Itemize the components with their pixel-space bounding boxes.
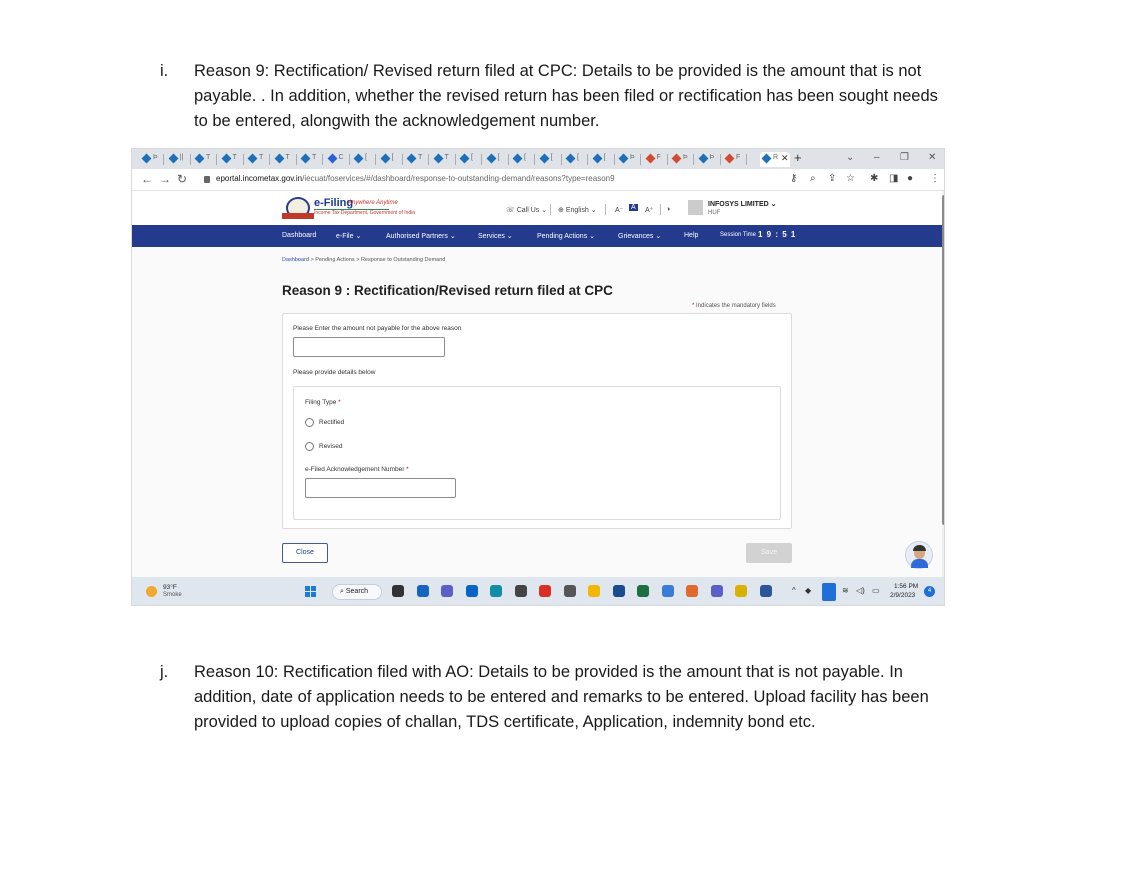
tab-label: T [259, 154, 264, 161]
outlook-icon[interactable] [466, 585, 478, 597]
tab-label: [ [524, 154, 526, 161]
browser-tab[interactable] [617, 152, 641, 167]
tab-favicon-icon [195, 154, 205, 164]
tab-favicon-icon [672, 154, 682, 164]
share-icon[interactable]: ⇪ [828, 173, 837, 184]
task-view-icon[interactable] [392, 585, 404, 597]
tab-label: Þ [683, 154, 688, 161]
tab-label: T [285, 154, 290, 161]
browser-tab[interactable] [723, 152, 747, 167]
browser-tab[interactable] [167, 152, 191, 167]
browser-tab[interactable] [273, 152, 297, 167]
radio-revised-label[interactable]: Revised [319, 443, 343, 450]
phone-icon: ☏ [506, 207, 517, 214]
radio-revised[interactable] [305, 442, 314, 451]
new-tab-button[interactable]: + [794, 150, 802, 165]
font-decrease-button[interactable]: A⁻ [615, 207, 624, 214]
paint-icon[interactable] [686, 585, 698, 597]
avatar[interactable] [688, 200, 703, 215]
tab-label: [ [577, 154, 579, 161]
weather-icon[interactable] [146, 586, 157, 597]
font-normal-button[interactable]: A [631, 204, 636, 211]
chrome-icon[interactable] [539, 585, 551, 597]
tab-favicon-icon [725, 154, 735, 164]
nav-pending-actions[interactable]: Pending Actions ⌄ [537, 233, 596, 240]
paragraph-text: Reason 9: Rectification/ Revised return filed at CPC: Details to be provided is the amount that is not payable. . In addition, whether the revised return has been filed or rectification has been sought needs to be entered, alongwith the acknowledgement number. [194, 62, 938, 130]
word-icon[interactable] [760, 585, 772, 597]
reload-icon[interactable]: ↻ [177, 172, 188, 186]
extensions-icon[interactable]: ✱ [870, 173, 879, 184]
sticky-notes-icon[interactable] [735, 585, 747, 597]
browser-tab[interactable] [511, 152, 535, 167]
mandatory-note: * Indicates the mandatory fields [692, 303, 776, 309]
tab-label: T [206, 154, 211, 161]
tab-label: [ [391, 154, 394, 161]
chevron-down-icon[interactable]: ⌄ [846, 152, 855, 163]
volume-icon[interactable]: ◁) [856, 586, 865, 595]
ack-number-input[interactable] [305, 478, 456, 498]
logo-tagline: Anywhere Anytime [348, 200, 398, 206]
search-icon: ⌕ [340, 588, 346, 595]
restore-icon[interactable]: ❐ [900, 152, 909, 163]
tab-favicon-icon [592, 154, 602, 164]
sidepanel-icon[interactable]: ◨ [889, 173, 899, 184]
browser-tab[interactable] [352, 152, 376, 167]
explorer-icon[interactable] [588, 585, 600, 597]
tab-favicon-icon [433, 154, 443, 164]
nav-grievances[interactable]: Grievances ⌄ [618, 233, 662, 240]
session-time-label: Session Time [720, 232, 757, 238]
tab-favicon-icon [221, 154, 231, 164]
tab-label: T [418, 154, 423, 161]
amount-input[interactable] [293, 337, 445, 357]
browser-tab[interactable] [405, 152, 429, 167]
nav-services[interactable]: Services ⌄ [478, 233, 513, 240]
zoom-icon[interactable]: ⌕ [810, 173, 816, 184]
app-icon[interactable] [613, 585, 625, 597]
tab-label: F [736, 154, 741, 161]
tab-favicon-icon [248, 154, 258, 164]
details-card [293, 386, 781, 520]
weather-condition: Smoke [163, 592, 182, 598]
tab-favicon-icon [354, 154, 364, 164]
tab-favicon-icon [619, 154, 629, 164]
microphone-icon[interactable] [822, 583, 836, 601]
user-role: HUF [708, 210, 721, 216]
browser-tab[interactable] [697, 152, 721, 167]
clock-time[interactable]: 1:56 PM [894, 583, 919, 590]
browser-tab[interactable] [326, 152, 350, 167]
globe-icon: ⊕ [558, 207, 566, 214]
browser-tab[interactable] [246, 152, 270, 167]
windows-taskbar [132, 577, 945, 606]
tab-favicon-icon [380, 154, 390, 164]
radio-rectified-label[interactable]: Rectified [319, 419, 345, 426]
tab-favicon-icon [645, 154, 655, 164]
minimize-icon[interactable]: – [874, 152, 880, 163]
save-button[interactable]: Save [746, 543, 792, 563]
list-marker: j. [160, 663, 169, 681]
shield-icon[interactable] [662, 585, 674, 597]
page-title: Reason 9 : Rectification/Revised return filed at CPC [282, 283, 613, 298]
star-icon[interactable]: ☆ [846, 173, 855, 184]
main-navigation [132, 225, 942, 247]
tab-favicon-icon [460, 154, 470, 164]
browser-tab-strip [132, 149, 945, 169]
amount-label: Please Enter the amount not payable for the above reason [293, 325, 462, 332]
tab-label: [ [497, 154, 500, 161]
tab-favicon-icon [301, 154, 311, 164]
taskbar-search[interactable]: ⌕ Search [332, 584, 382, 600]
lock-icon [204, 176, 210, 183]
filing-type-label: Filing Type * [305, 399, 341, 406]
breadcrumb-dashboard[interactable]: Dashboard [282, 257, 309, 263]
tab-label: T [312, 154, 317, 161]
breadcrumb: Dashboard > Pending Actions > Response to Outstanding Demand [282, 257, 446, 263]
excel-icon[interactable] [637, 585, 649, 597]
media-icon[interactable] [515, 585, 527, 597]
browser-tab[interactable] [644, 152, 668, 167]
browser-tab[interactable] [140, 152, 164, 167]
nav-help[interactable]: Help [684, 232, 699, 239]
tab-favicon-icon [327, 154, 337, 164]
browser-tab[interactable] [485, 152, 509, 167]
page-content [132, 247, 942, 577]
close-tab-icon[interactable]: ✕ [781, 153, 789, 163]
wifi-icon[interactable]: ≋ [842, 586, 849, 595]
tab-label: T [444, 154, 449, 161]
browser-tab[interactable] [538, 152, 562, 167]
chevron-up-icon[interactable]: ^ [792, 586, 796, 595]
list-marker: i. [160, 62, 169, 80]
logo-subtitle: Income Tax Department, Government of India [314, 210, 416, 216]
tab-label: T [232, 154, 237, 161]
tab-favicon-icon [539, 154, 549, 164]
browser-tab[interactable] [670, 152, 694, 167]
tab-favicon-icon [168, 154, 178, 164]
nav-authorised-partners[interactable]: Authorised Partners ⌄ [386, 233, 456, 240]
teams-icon[interactable] [711, 585, 723, 597]
efiling-logo[interactable]: e-Filing [314, 197, 354, 209]
tray-app-icon[interactable]: ◆ [805, 586, 812, 595]
menu-icon[interactable]: ⋮ [930, 173, 940, 184]
tab-label: Þ [709, 154, 715, 161]
ack-number-label: e-Filed Acknowledgement Number * [305, 466, 409, 473]
language-menu[interactable]: ⊕ English ⌄ [558, 207, 597, 214]
weather-temperature: 93°F [163, 584, 177, 591]
clock-date[interactable]: 2/9/2023 [890, 592, 916, 599]
contrast-icon[interactable]: ◑ [666, 206, 671, 213]
breadcrumb-current: Response to Outstanding Demand [360, 257, 446, 263]
chat-icon[interactable] [441, 585, 453, 597]
details-label: Please provide details below [293, 369, 376, 376]
forward-arrow-icon[interactable]: → [159, 172, 171, 186]
tab-label: Þ [630, 154, 635, 161]
nav-efile[interactable]: e-File ⌄ [336, 233, 362, 240]
list-item-j [160, 660, 960, 740]
profile-icon[interactable]: ● [907, 173, 914, 184]
tab-favicon-icon [566, 154, 576, 164]
tab-favicon-icon [513, 154, 523, 164]
paragraph-text: Reason 10: Rectification filed with AO: Details to be provided is the amount that is not payable. In addition, date of application needs to be entered and remarks to be entered. Upload facility has been provided to upload copies of challan, TDS certificate, Application, indemnity bond etc. [194, 663, 929, 731]
tab-label: [ [603, 154, 606, 161]
back-arrow-icon[interactable]: ← [141, 172, 153, 186]
tab-favicon-icon [407, 154, 417, 164]
radio-rectified[interactable] [305, 418, 314, 427]
steam-icon[interactable] [564, 585, 576, 597]
edge-icon[interactable] [490, 585, 502, 597]
browser-tab[interactable] [193, 152, 217, 167]
browser-tab[interactable] [379, 152, 403, 167]
browser-tab[interactable] [458, 152, 482, 167]
windows-start-icon[interactable] [305, 586, 317, 598]
close-button[interactable]: Close [282, 543, 328, 563]
session-time-value: 1 9 : 5 1 [758, 230, 797, 239]
tab-label: [ [550, 154, 553, 161]
tab-favicon-icon [486, 154, 496, 164]
site-header [132, 191, 945, 225]
tab-favicon-icon [698, 154, 708, 164]
close-window-icon[interactable]: ✕ [928, 152, 937, 163]
breadcrumb-pending-actions[interactable]: Pending Actions [315, 257, 355, 263]
url-field[interactable]: eportal.incometax.gov.in/iecuat/foservices/#/dashboard/response-to-outstanding-demand/reasons?type=reason9 [216, 174, 615, 183]
battery-icon[interactable]: ▭ [872, 586, 880, 595]
address-bar [132, 169, 945, 191]
browser-tab[interactable] [220, 152, 244, 167]
tab-label: F [656, 154, 661, 161]
tab-label: [ [471, 154, 473, 161]
key-icon[interactable]: ⚷ [790, 173, 798, 184]
tab-favicon-icon [142, 154, 152, 164]
form-card [282, 313, 792, 529]
active-tab[interactable]: R ✕ [760, 152, 790, 167]
scrollbar-thumb[interactable] [942, 195, 945, 525]
widgets-icon[interactable] [417, 585, 429, 597]
notification-badge[interactable]: 4 [924, 586, 935, 597]
browser-tab[interactable] [564, 152, 588, 167]
embedded-screenshot [131, 148, 945, 606]
emblem-ribbon [282, 213, 314, 219]
chatbot-avatar-icon[interactable] [905, 541, 933, 569]
user-name-menu[interactable]: INFOSYS LIMITED ⌄ [708, 201, 777, 208]
call-us-menu[interactable]: ☏ Call Us ⌄ [506, 207, 548, 214]
tab-label: [ [365, 154, 367, 161]
list-item-i [160, 59, 960, 139]
font-increase-button[interactable]: A⁺ [645, 207, 654, 214]
nav-dashboard[interactable]: Dashboard [282, 232, 317, 239]
browser-tab[interactable] [432, 152, 456, 167]
browser-tab[interactable] [299, 152, 323, 167]
tab-label: C [338, 154, 344, 161]
tab-favicon-icon [274, 154, 284, 164]
tab-label: || [179, 154, 184, 161]
browser-tab[interactable] [591, 152, 615, 167]
tab-label: Þ [153, 154, 158, 161]
